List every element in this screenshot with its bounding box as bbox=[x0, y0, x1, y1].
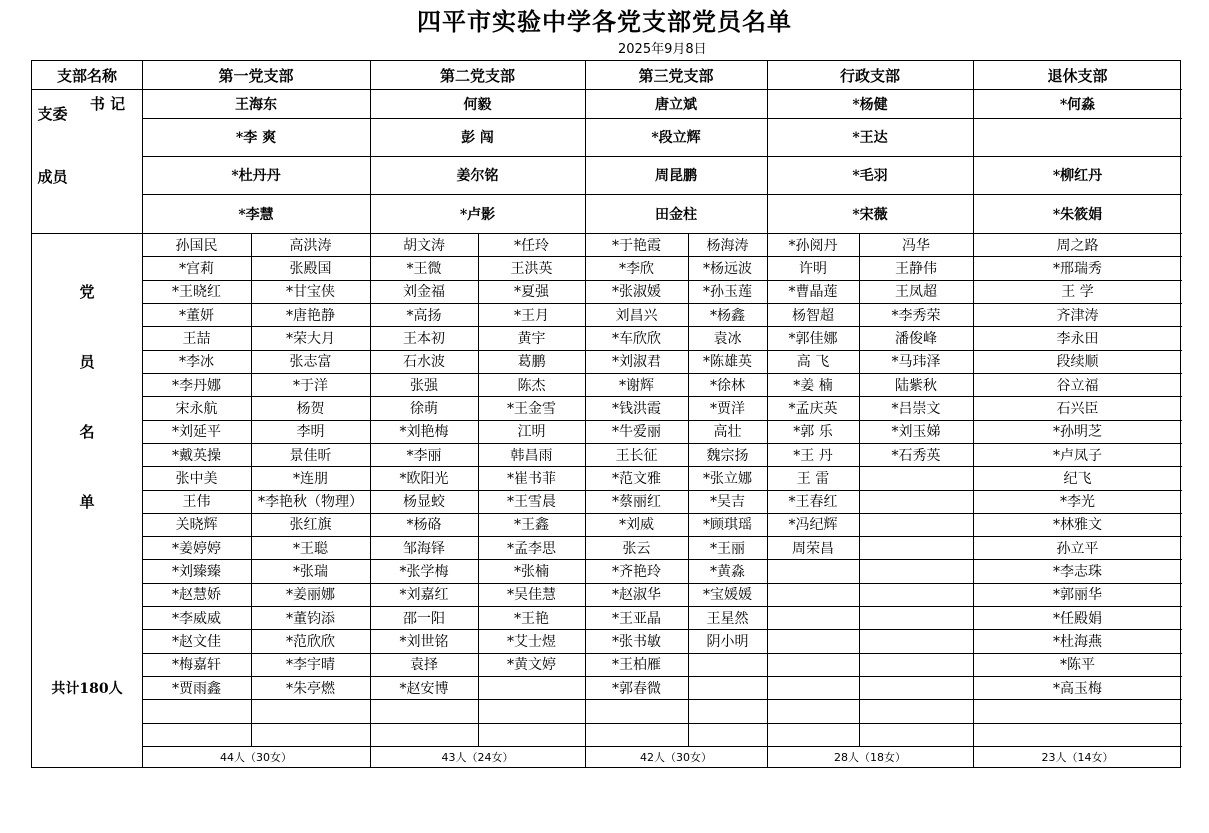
roster-name bbox=[767, 583, 859, 606]
roster-name: *李丹娜 bbox=[172, 377, 221, 394]
committee-member: *李慧 bbox=[238, 206, 274, 223]
roster-name: *欧阳光 bbox=[399, 470, 449, 487]
roster-name bbox=[688, 653, 767, 676]
roster-name bbox=[859, 629, 973, 652]
roster-name: *姜丽娜 bbox=[286, 587, 335, 604]
roster-name: *姜婷婷 bbox=[172, 540, 221, 557]
committee-member: 彭 闯 bbox=[461, 130, 494, 146]
roster-label-char: 党 bbox=[79, 282, 95, 301]
roster-name bbox=[767, 559, 859, 582]
roster-name: *刘淑君 bbox=[612, 354, 661, 371]
roster-name: *王聪 bbox=[293, 540, 328, 557]
roster-name: 王伟 bbox=[182, 494, 211, 511]
roster-name: *车欣欣 bbox=[612, 330, 661, 347]
committee-member: *卢影 bbox=[459, 206, 496, 223]
secretary-name: 唐立斌 bbox=[655, 96, 697, 113]
roster-name: *崔书菲 bbox=[507, 470, 556, 487]
roster-name: 魏宗扬 bbox=[706, 447, 749, 464]
branch-name-header: 支部名称 bbox=[56, 66, 117, 85]
roster-name: *李冰 bbox=[179, 354, 214, 371]
roster-name: *王亚晶 bbox=[612, 610, 661, 627]
roster-name: *李威威 bbox=[172, 610, 221, 627]
roster-name: *李艳秋（物理） bbox=[258, 494, 363, 511]
roster-name: 杨智超 bbox=[792, 307, 834, 324]
roster-name: *艾士煜 bbox=[507, 634, 556, 651]
roster-name: *杨硌 bbox=[406, 517, 442, 534]
roster-name: *李欣 bbox=[619, 260, 654, 277]
roster-name bbox=[859, 490, 973, 513]
roster-name: 高洪涛 bbox=[289, 237, 332, 254]
roster-name: *吴吉 bbox=[710, 494, 745, 511]
roster-name: *陈雄英 bbox=[703, 354, 752, 371]
roster-name: *张立娜 bbox=[703, 470, 752, 487]
roster-label-char: 员 bbox=[79, 352, 95, 371]
roster-name bbox=[767, 629, 859, 652]
committee-member: 姜尔铭 bbox=[456, 168, 499, 184]
branch-count: 44人（30女） bbox=[220, 751, 292, 764]
roster-name: *钱洪霞 bbox=[612, 400, 661, 417]
roster-name: *黄淼 bbox=[710, 564, 745, 581]
roster-name: *于艳霞 bbox=[612, 237, 661, 254]
roster-name: *牛爱丽 bbox=[612, 424, 661, 441]
roster-name: *郭丽华 bbox=[1053, 587, 1102, 604]
roster-name: 王凤超 bbox=[895, 284, 937, 301]
roster-name: 邹海铎 bbox=[403, 540, 445, 557]
roster-name: 关晓辉 bbox=[175, 517, 218, 534]
roster-name: *王柏雁 bbox=[612, 657, 661, 674]
roster-name: *孙阅丹 bbox=[788, 237, 838, 254]
roster-name: 杨显蛟 bbox=[403, 494, 445, 511]
roster-name: 黄宇 bbox=[517, 330, 546, 347]
roster-name bbox=[767, 676, 859, 699]
roster-name: *高扬 bbox=[406, 307, 442, 324]
secretary-name: *何淼 bbox=[1059, 96, 1096, 113]
branch-count: 23人（14女） bbox=[1041, 751, 1114, 764]
roster-name bbox=[859, 513, 973, 536]
roster-name: *贾洋 bbox=[710, 400, 745, 417]
roster-name: 冯华 bbox=[902, 237, 930, 254]
branch-header: 退休支部 bbox=[1047, 66, 1108, 85]
roster-name: 王喆 bbox=[182, 330, 211, 347]
roster-name: *顾琪瑶 bbox=[703, 517, 752, 534]
roster-name: 邵一阳 bbox=[403, 610, 445, 627]
roster-name: 王静伟 bbox=[895, 260, 937, 277]
roster-name: *赵慧娇 bbox=[172, 587, 221, 604]
roster-name: *孙明芝 bbox=[1053, 424, 1102, 441]
roster-name: 江明 bbox=[517, 424, 546, 441]
roster-name: *郭佳娜 bbox=[788, 330, 838, 347]
roster-name: *范文雅 bbox=[612, 470, 661, 487]
roster-name: *王鑫 bbox=[514, 517, 549, 534]
committee-member: 周昆鹏 bbox=[655, 168, 697, 184]
roster-name: *刘威 bbox=[619, 517, 654, 534]
roster-name bbox=[767, 653, 859, 676]
roster-name: *王艳 bbox=[514, 610, 549, 627]
roster-name: 张殿国 bbox=[289, 260, 332, 277]
roster-label-char: 名 bbox=[79, 422, 95, 441]
roster-name: *杨远波 bbox=[703, 260, 752, 277]
roster-name: 刘金福 bbox=[403, 284, 445, 301]
roster-name: *李志珠 bbox=[1053, 564, 1102, 581]
roster-name: 张云 bbox=[622, 540, 651, 557]
document-date: 2025年9月8日 bbox=[618, 42, 707, 57]
roster-name: *高玉梅 bbox=[1053, 680, 1102, 697]
roster-name: 周之路 bbox=[1056, 237, 1099, 254]
roster-name: *刘艳梅 bbox=[399, 424, 449, 441]
roster-name: 王星然 bbox=[706, 610, 749, 627]
roster-name: 徐萌 bbox=[410, 400, 438, 417]
roster-name: 谷立福 bbox=[1056, 377, 1099, 394]
roster-name: 石水波 bbox=[403, 354, 445, 371]
roster-name bbox=[688, 676, 767, 699]
roster-name: *李宇晴 bbox=[286, 657, 335, 674]
roster-name: *马玮泽 bbox=[891, 354, 941, 371]
secretary-name: 王海东 bbox=[235, 96, 277, 113]
roster-name: 胡文涛 bbox=[403, 237, 445, 254]
roster-name: *董妍 bbox=[179, 307, 214, 324]
roster-name: *吕崇文 bbox=[891, 400, 941, 417]
roster-name bbox=[859, 536, 973, 559]
roster-name: 李永田 bbox=[1056, 330, 1099, 347]
roster-name: *王春红 bbox=[788, 494, 838, 511]
committee-member: *杜丹丹 bbox=[231, 168, 281, 184]
roster-name: *李光 bbox=[1060, 494, 1095, 511]
committee-member: 田金柱 bbox=[655, 206, 697, 223]
secretary-name: 何毅 bbox=[463, 96, 492, 113]
roster-name: 石兴臣 bbox=[1056, 400, 1099, 417]
roster-name: 段续顺 bbox=[1056, 354, 1099, 371]
roster-name: *任玲 bbox=[514, 237, 549, 254]
roster-name: *朱亭燃 bbox=[286, 680, 335, 697]
roster-name: 孙立平 bbox=[1056, 540, 1099, 557]
roster-name: *蔡丽红 bbox=[612, 494, 661, 511]
roster-name: 杨贺 bbox=[296, 400, 325, 417]
roster-name: *于洋 bbox=[293, 377, 328, 394]
roster-name: *陈平 bbox=[1060, 657, 1095, 674]
committee-member: *毛羽 bbox=[852, 168, 888, 184]
roster-name: *唐艳静 bbox=[286, 307, 335, 324]
roster-name: 张中美 bbox=[175, 470, 218, 487]
roster-name: *姜 楠 bbox=[793, 377, 833, 394]
roster-name: 陆紫秋 bbox=[895, 377, 937, 394]
roster-name: *王月 bbox=[514, 307, 549, 324]
roster-name bbox=[859, 559, 973, 582]
roster-name: *张楠 bbox=[514, 564, 549, 581]
roster-name: 阴小明 bbox=[706, 634, 749, 651]
roster-name: *甘宝侠 bbox=[286, 284, 335, 301]
roster-name: *吴佳慧 bbox=[507, 587, 556, 604]
roster-name: 王洪英 bbox=[510, 260, 553, 277]
roster-name: 李明 bbox=[296, 424, 325, 441]
roster-name: *徐林 bbox=[710, 377, 745, 394]
committee-member: *朱筱娟 bbox=[1052, 206, 1103, 223]
roster-name: 陈杰 bbox=[517, 377, 546, 394]
roster-name: *赵文佳 bbox=[172, 634, 221, 651]
roster-name: *刘臻臻 bbox=[172, 564, 221, 581]
roster-name: *邢瑞秀 bbox=[1053, 260, 1102, 277]
roster-name: 景佳昕 bbox=[289, 447, 332, 464]
roster-name: 王 学 bbox=[1061, 284, 1094, 301]
roster-name bbox=[859, 466, 973, 489]
roster-name: 王长征 bbox=[615, 447, 658, 464]
committee-label: 成员 bbox=[37, 167, 68, 186]
roster-row-line bbox=[142, 723, 1182, 724]
roster-name: *郭春微 bbox=[612, 680, 661, 697]
roster-name: *卢凤子 bbox=[1053, 447, 1102, 464]
roster-name: *张淑媛 bbox=[612, 284, 661, 301]
roster-name: *孙玉莲 bbox=[703, 284, 752, 301]
roster-name: *梅嘉轩 bbox=[172, 657, 221, 674]
roster-name: 张志富 bbox=[289, 354, 332, 371]
roster-name: 许明 bbox=[799, 260, 827, 277]
committee-member: *柳红丹 bbox=[1052, 168, 1103, 184]
roster-name: *范欣欣 bbox=[286, 634, 335, 651]
roster-name: *王金雪 bbox=[507, 400, 556, 417]
roster-name: 高壮 bbox=[713, 424, 742, 441]
roster-name: *张书敏 bbox=[612, 634, 661, 651]
roster-name: *李秀荣 bbox=[891, 307, 941, 324]
roster-name: *孟李思 bbox=[507, 540, 556, 557]
roster-name: 杨海涛 bbox=[706, 237, 749, 254]
roster-name: *任殿娟 bbox=[1053, 610, 1102, 627]
roster-name: 宋永航 bbox=[175, 400, 218, 417]
roster-name: 高 飞 bbox=[796, 354, 830, 371]
roster-name: *董钧添 bbox=[286, 610, 335, 627]
roster-name: 袁冰 bbox=[713, 330, 742, 347]
roster-name: *郭 乐 bbox=[793, 424, 833, 441]
roster-label-char: 单 bbox=[79, 492, 95, 511]
roster-name: 韩昌雨 bbox=[510, 447, 553, 464]
roster-name: *刘延平 bbox=[172, 424, 221, 441]
branch-count: 42人（30女） bbox=[640, 751, 712, 764]
roster-name bbox=[767, 606, 859, 629]
committee-member: *段立辉 bbox=[651, 130, 701, 146]
roster-name: 张红旗 bbox=[289, 517, 332, 534]
roster-name bbox=[859, 676, 973, 699]
branch-header: 第一党支部 bbox=[218, 66, 294, 85]
committee-member: *王达 bbox=[852, 130, 888, 146]
roster-name bbox=[859, 606, 973, 629]
committee-member: *宋薇 bbox=[852, 206, 888, 223]
roster-name: 袁择 bbox=[410, 657, 438, 674]
roster-name: *张瑞 bbox=[293, 564, 328, 581]
roster-name: *宫莉 bbox=[179, 260, 214, 277]
roster-name: *王丽 bbox=[710, 540, 745, 557]
roster-name: *荣大月 bbox=[286, 330, 335, 347]
committee-member: *李 爽 bbox=[235, 130, 277, 146]
roster-name: *林雅文 bbox=[1053, 517, 1102, 534]
document-title: 四平市实验中学各党支部党员名单 bbox=[417, 7, 792, 36]
roster-name: *齐艳玲 bbox=[612, 564, 661, 581]
branch-count: 28人（18女） bbox=[834, 751, 906, 764]
secretary-name: *杨健 bbox=[852, 96, 888, 113]
roster-name: *杨鑫 bbox=[710, 307, 745, 324]
roster-name: *冯纪辉 bbox=[788, 517, 838, 534]
roster-name: *王雪晨 bbox=[507, 494, 556, 511]
roster-name: *刘世铭 bbox=[399, 634, 449, 651]
roster-name: 王 雷 bbox=[796, 470, 830, 487]
committee-label: 支委 bbox=[37, 104, 68, 123]
roster-name: 张强 bbox=[410, 377, 438, 394]
roster-row-line bbox=[142, 699, 1182, 700]
roster-name: *杜海燕 bbox=[1053, 634, 1102, 651]
roster-name: *戴英操 bbox=[172, 447, 221, 464]
roster-name: 孙国民 bbox=[175, 237, 218, 254]
roster-name: *王微 bbox=[406, 260, 442, 277]
roster-name: *王 丹 bbox=[793, 447, 833, 464]
committee-member bbox=[973, 118, 1182, 156]
roster-name: *黄文婷 bbox=[507, 657, 556, 674]
branch-header: 行政支部 bbox=[839, 66, 900, 85]
roster-total: 共计180人 bbox=[51, 681, 123, 697]
roster-name: *刘嘉红 bbox=[399, 587, 449, 604]
roster-name: *赵安博 bbox=[399, 680, 449, 697]
roster-name: *赵淑华 bbox=[612, 587, 661, 604]
roster-name: 潘俊峰 bbox=[895, 330, 937, 347]
roster-name: *贾雨鑫 bbox=[172, 680, 221, 697]
branch-count: 43人（24女） bbox=[441, 751, 514, 764]
roster-name: *李丽 bbox=[406, 447, 442, 464]
roster-name: *连朋 bbox=[293, 470, 328, 487]
roster-table bbox=[31, 60, 1181, 768]
roster-name: 葛鹏 bbox=[517, 354, 546, 371]
roster-name bbox=[859, 653, 973, 676]
roster-name bbox=[478, 676, 585, 699]
roster-name: 周荣昌 bbox=[792, 540, 834, 557]
roster-name: 刘昌兴 bbox=[615, 307, 658, 324]
roster-name: *夏强 bbox=[514, 284, 549, 301]
branch-header: 第二党支部 bbox=[439, 66, 515, 85]
roster-name bbox=[859, 583, 973, 606]
roster-name: 齐津涛 bbox=[1056, 307, 1099, 324]
branch-header: 第三党支部 bbox=[638, 66, 714, 85]
roster-name: *石秀英 bbox=[891, 447, 941, 464]
roster-name: 王本初 bbox=[403, 330, 445, 347]
secretary-label: 书 记 bbox=[89, 95, 126, 113]
roster-name: *孟庆英 bbox=[788, 400, 838, 417]
roster-name: *宝媛媛 bbox=[703, 587, 752, 604]
roster-name: 纪飞 bbox=[1063, 470, 1092, 487]
roster-name: *谢辉 bbox=[619, 377, 654, 394]
roster-name: *张学梅 bbox=[399, 564, 449, 581]
roster-name: *王晓红 bbox=[172, 284, 221, 301]
roster-name: *曹晶莲 bbox=[788, 284, 838, 301]
roster-name: *刘玉娣 bbox=[891, 424, 941, 441]
